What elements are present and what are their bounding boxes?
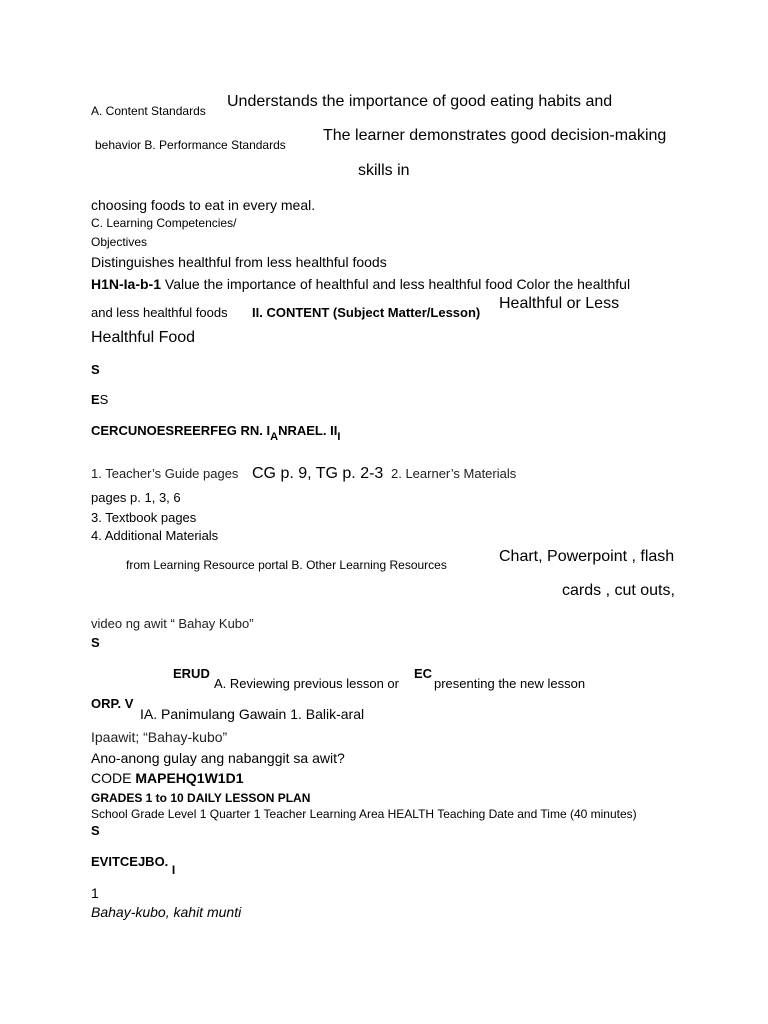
- content-standards-text: Understands the importance of good eating habits and: [227, 93, 613, 110]
- tg-value: CG p. 9, TG p. 2-3: [252, 465, 384, 482]
- scrambled-resources-main-2: NRAEL. II: [278, 423, 338, 438]
- code-line: [91, 770, 243, 786]
- performance-standards-label: behavior B. Performance Standards: [95, 138, 286, 152]
- school-line: School Grade Level 1 Quarter 1 Teacher Learning Area HEALTH Teaching Date and Time (40 minutes): [91, 807, 637, 821]
- scrambled-orp: ORP. V: [91, 696, 134, 711]
- presenting-text: presenting the new lesson: [434, 676, 586, 691]
- scrambled-mark-es: [91, 393, 108, 408]
- competency-code-text: Value the importance of healthful and less healthful food Color the healthful: [164, 276, 631, 292]
- song-line: Bahay-kubo, kahit munti: [91, 904, 242, 920]
- question-text: Ano-anong gulay ang nabanggit sa awit?: [91, 750, 345, 766]
- lr-portal-text: from Learning Resource portal B. Other Learning Resources: [126, 558, 447, 572]
- other-resources-text: Chart, Powerpoint , flash: [499, 548, 675, 565]
- ipaawit-text: Ipaawit; “Bahay-kubo”: [91, 729, 228, 745]
- scrambled-resources-main: CERCUNOESREERFEG RN. I: [91, 423, 271, 438]
- video-text: video ng awit “ Bahay Kubo”: [91, 616, 254, 631]
- code-label: CODE: [91, 770, 132, 786]
- lm-pages: pages p. 1, 3, 6: [91, 490, 181, 505]
- competency-code: H1N-Ia-b-1: [91, 276, 162, 292]
- competency-text: Distinguishes healthful from less healthful foods: [91, 254, 387, 270]
- performance-standards-text-cont: skills in: [358, 162, 410, 179]
- scrambled-resources-line: [91, 423, 341, 443]
- panimulang-gawain: IA. Panimulang Gawain 1. Balik-aral: [140, 706, 365, 722]
- tg-label: 1. Teacher’s Guide pages: [91, 466, 239, 481]
- scrambled-es-e: E: [91, 392, 100, 407]
- scrambled-mark-s-3: S: [91, 823, 100, 838]
- scrambled-ec: EC: [414, 666, 433, 681]
- competency-code-line: [91, 276, 630, 292]
- additional-materials-label: 4. Additional Materials: [91, 528, 219, 543]
- scrambled-erud: ERUD: [173, 666, 210, 681]
- scrambled-mark-s-2: S: [91, 635, 100, 650]
- objectives-scrambled-line: [91, 854, 176, 877]
- performance-standards-text-end: choosing foods to eat in every meal.: [91, 197, 316, 213]
- number-one: 1: [91, 885, 99, 901]
- content-topic: Healthful or Less: [499, 295, 620, 312]
- scrambled-mark-s: S: [91, 362, 100, 377]
- content-standards-label: A. Content Standards: [91, 104, 206, 118]
- scrambled-sub-a: A: [270, 431, 279, 443]
- textbook-label: 3. Textbook pages: [91, 510, 197, 525]
- content-topic-cont: Healthful Food: [91, 329, 196, 346]
- grades-title: GRADES 1 to 10 DAILY LESSON PLAN: [91, 791, 311, 805]
- scrambled-es-s: S: [99, 392, 109, 407]
- performance-standards-text: The learner demonstrates good decision-making: [323, 127, 667, 144]
- scrambled-sub-i: I: [337, 431, 341, 443]
- reviewing-text: A. Reviewing previous lesson or: [214, 676, 399, 691]
- competencies-label: C. Learning Competencies/: [91, 216, 237, 230]
- other-resources-text-cont: cards , cut outs,: [562, 582, 675, 599]
- objectives-scrambled: EVITCEJBO.: [91, 854, 169, 869]
- objectives-label: Objectives: [91, 235, 148, 249]
- objectives-sub: I: [171, 863, 176, 877]
- content-heading: II. CONTENT (Subject Matter/Lesson): [252, 305, 481, 320]
- code-value: MAPEHQ1W1D1: [135, 770, 244, 786]
- lm-label: 2. Learner’s Materials: [391, 466, 517, 481]
- content-line-prefix: and less healthful foods: [91, 305, 228, 320]
